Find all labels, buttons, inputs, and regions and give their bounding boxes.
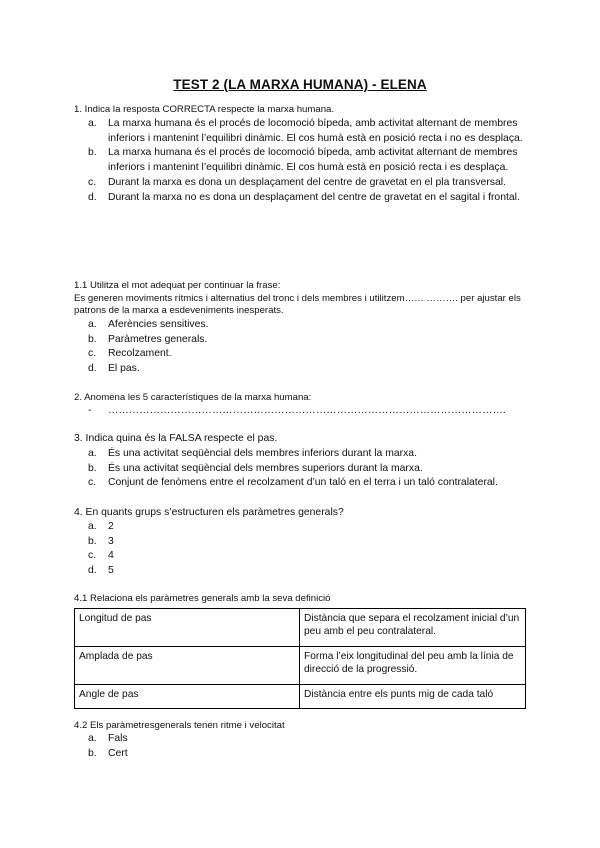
option-letter: b. xyxy=(88,747,97,759)
question-1-1-sentence: Es generen moviments rítmics i alternatius del tronc i dels membres i utilitzem…… ………. per ajustar els patrons de la marxa a esdeveniments inesperats. xyxy=(74,293,521,316)
option-letter: d. xyxy=(88,363,97,375)
option-text: Durant la marxa no es dona un desplaçament del centre de gravetat en el sagital i frontal. xyxy=(108,191,520,203)
q3-option-a[interactable] xyxy=(88,447,538,462)
option-text: La marxa humana és el procés de locomoció bípeda, amb activitat alternant de membres inferiors i mantenint l’equilibri dinàmic. El cos humà està en posició recta i no es desplaça. xyxy=(108,118,523,144)
q3-option-b[interactable] xyxy=(88,462,538,477)
table-cell-definition[interactable]: Forma l’eix longitudinal del peu amb la línia de direcció de la progressió. xyxy=(300,647,526,685)
option-letter: a. xyxy=(88,118,97,129)
question-2: 2. Anomena les 5 característiques de la marxa humana: xyxy=(74,392,312,403)
option-letter: c. xyxy=(88,477,97,489)
option-letter: b. xyxy=(88,462,97,474)
table-cell-definition[interactable]: Distància que separa el recolzament inicial d’un peu amb el peu contralateral. xyxy=(300,609,526,647)
option-text: És una activitat seqüèncial dels membres superiors durant la marxa. xyxy=(108,462,423,474)
parameters-table xyxy=(74,608,526,709)
q1-option-d[interactable] xyxy=(88,191,528,206)
q4-2-option-a[interactable] xyxy=(88,732,528,747)
option-letter: b. xyxy=(88,333,97,345)
option-letter: c. xyxy=(88,176,97,188)
option-letter: d. xyxy=(88,565,97,577)
question-4-1: 4.1 Relaciona els paràmetres generals amb la seva definició xyxy=(74,593,331,604)
question-3: 3. Indica quina és la FALSA respecte el pas. xyxy=(74,433,278,444)
option-text: 4 xyxy=(108,550,114,562)
question-1: 1. Indica la resposta CORRECTA respecte la marxa humana. xyxy=(74,104,335,115)
question-1-1: 1.1 Utilitza el mot adequat per continuar la frase: xyxy=(74,280,281,291)
question-4-options xyxy=(88,520,528,579)
option-letter: a. xyxy=(88,521,97,532)
table-row xyxy=(75,647,526,685)
option-text: 2 xyxy=(108,521,114,532)
answer-dots: ……………………………………………………………………………………………………. xyxy=(108,405,506,416)
q1-1-option-b[interactable] xyxy=(88,333,528,348)
option-letter: d. xyxy=(88,191,97,203)
q3-option-c[interactable] xyxy=(88,476,538,491)
question-2-answer xyxy=(88,404,528,419)
option-text: Recolzament. xyxy=(108,348,172,360)
table-cell-parameter[interactable]: Angle de pas xyxy=(75,685,300,709)
page-title: TEST 2 (LA MARXA HUMANA) - ELENA xyxy=(173,77,427,92)
option-letter: b. xyxy=(88,535,97,547)
option-letter: c. xyxy=(88,348,97,360)
q4-2-option-b[interactable] xyxy=(88,747,528,762)
q1-option-b[interactable] xyxy=(88,146,528,175)
option-text: Conjunt de fenòmens entre el recolzament d’un taló en el terra i un taló contralateral. xyxy=(108,477,498,489)
q4-option-b[interactable] xyxy=(88,535,528,550)
question-1-options xyxy=(88,117,528,205)
table-cell-parameter[interactable]: Amplada de pas xyxy=(75,647,300,685)
q1-1-option-d[interactable] xyxy=(88,362,528,377)
question-4-2-options xyxy=(88,732,528,761)
option-letter: c. xyxy=(88,550,97,562)
table-cell-parameter[interactable]: Longitud de pas xyxy=(75,609,300,647)
q1-option-a[interactable] xyxy=(88,117,528,146)
option-letter: b. xyxy=(88,147,97,159)
table-row xyxy=(75,609,526,647)
option-letter: a. xyxy=(88,733,97,744)
table-row xyxy=(75,685,526,709)
question-4: 4. En quants grups s’estructuren els paràmetres generals? xyxy=(74,507,344,518)
q4-option-d[interactable] xyxy=(88,564,528,579)
table-cell-definition[interactable]: Distància entre els punts mig de cada taló xyxy=(300,685,526,709)
question-3-options xyxy=(88,447,538,491)
option-text: La marxa humana és el procés de locomoció bípeda, amb activitat alternant de membres inferiors i mantenint l’equilibri dinàmic. El cos humà està en posició recta i es desplaça. xyxy=(108,147,518,174)
option-text: És una activitat seqüèncial dels membres inferiors durant la marxa. xyxy=(108,448,417,459)
q1-1-option-c[interactable] xyxy=(88,347,528,362)
option-letter: a. xyxy=(88,319,97,330)
q1-1-option-a[interactable] xyxy=(88,318,528,333)
answer-line[interactable] xyxy=(88,404,528,419)
option-letter: a. xyxy=(88,448,97,459)
option-text: Paràmetres generals. xyxy=(108,333,208,345)
q1-option-c[interactable] xyxy=(88,176,528,191)
option-text: Cert xyxy=(108,747,128,759)
q4-option-c[interactable] xyxy=(88,549,528,564)
option-text: 5 xyxy=(108,565,114,577)
question-4-2: 4.2 Els paràmetresgenerals tenen ritme i velocitat xyxy=(74,720,285,731)
option-text: Durant la marxa es dona un desplaçament del centre de gravetat en el pla transversal. xyxy=(108,176,506,188)
option-text: Fals xyxy=(108,733,128,744)
q4-option-a[interactable] xyxy=(88,520,528,535)
question-1-1-options xyxy=(88,318,528,377)
option-text: 3 xyxy=(108,535,114,547)
bullet: - xyxy=(88,405,92,416)
option-text: Aferències sensitives. xyxy=(108,319,209,330)
option-text: El pas. xyxy=(108,363,140,375)
